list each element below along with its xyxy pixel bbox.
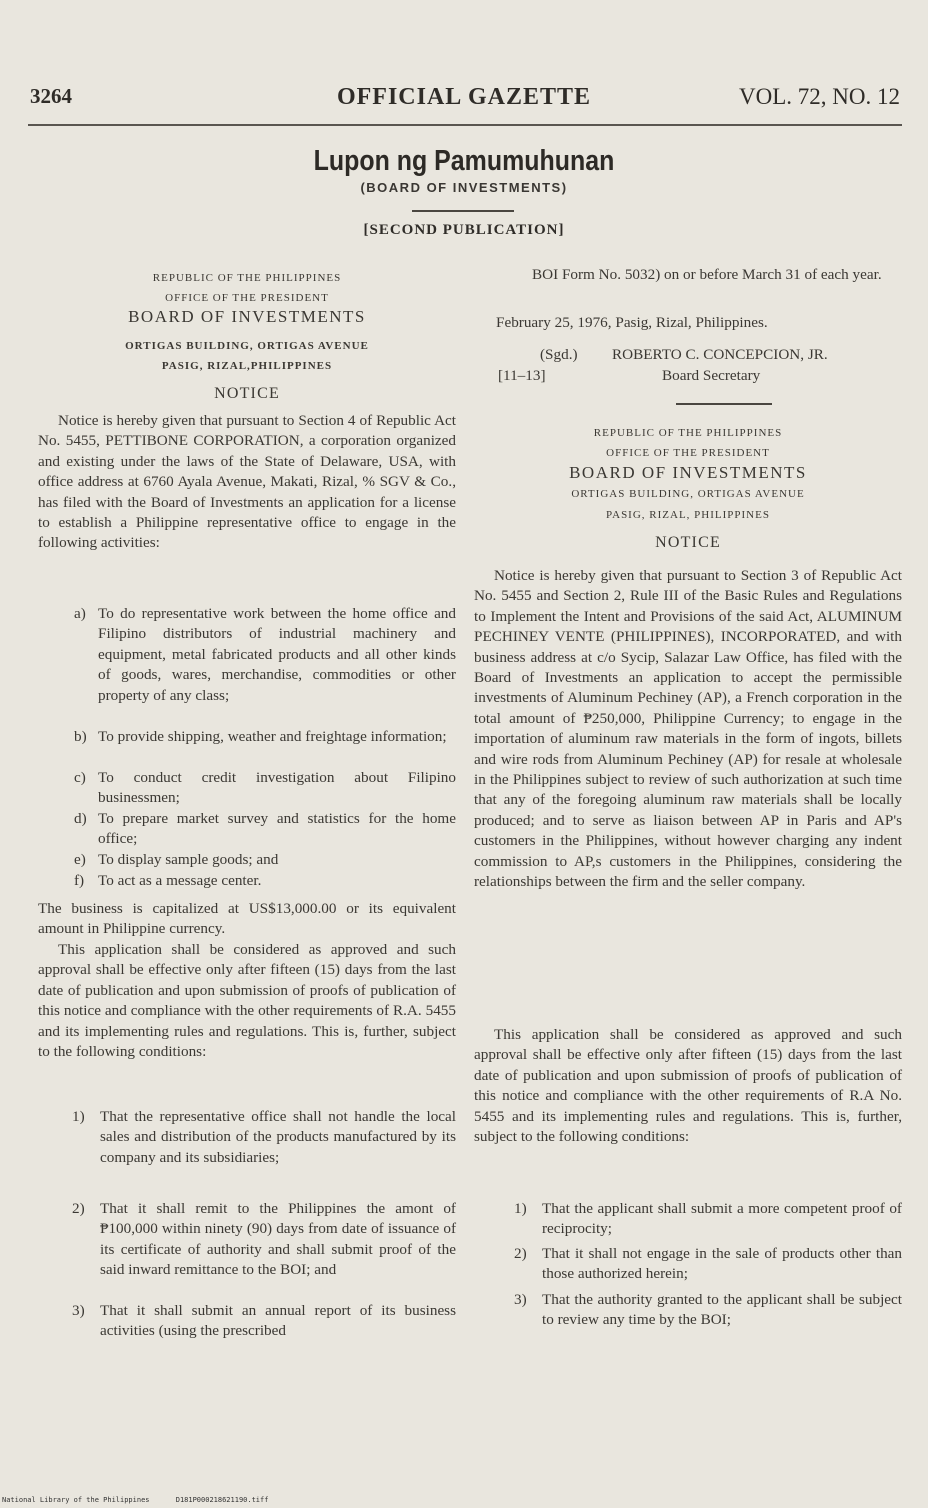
condition-label: 2) (514, 1245, 527, 1262)
notice2-country: REPUBLIC OF THE PHILIPPINES (593, 427, 783, 439)
notice1-date-place: February 25, 1976, Pasig, Rizal, Philippines. (496, 314, 768, 331)
notice2-approval: This application shall be considered as approved and such approval shall be effective only after fifteen (15) days from the last date of publication and upon submission of proofs of publication of this notice and compliance with the other requirements of R.A No. 5455 and its implementing rules and regulations. This is, further, subject to the following conditions: (474, 1026, 902, 1146)
notice2-board: BOARD OF INVESTMENTS (569, 463, 807, 482)
notice2-address-line2: PASIG, RIZAL, PHILIPPINES (606, 509, 770, 521)
footer-file: D181P000218621190.tiff (175, 1496, 269, 1504)
notice1-reference: [11–13] (498, 367, 546, 384)
activity-text: To do representative work between the home office and Filipino distributors of industrial machinery and equipment, metal fabricated products and all other kinds of goods, wares, merchandise, commodities or other property of any class; (98, 605, 456, 704)
publication-title: OFFICIAL GAZETTE (336, 84, 592, 110)
header-divider (28, 124, 902, 126)
activity-text: To act as a message center. (98, 872, 262, 889)
activity-item (74, 727, 456, 747)
condition-label: 3) (72, 1302, 85, 1319)
condition-text: That the applicant shall submit a more competent proof of reciprocity; (542, 1200, 902, 1238)
page-number: 3264 (30, 84, 72, 108)
activity-text: To conduct credit investigation about Filipino businessmen; (98, 769, 456, 807)
condition-item (72, 1199, 456, 1281)
condition-text: That the representative office shall not handle the local sales and distribution of the products manufactured by its company and its subsidiaries; (100, 1108, 456, 1166)
activity-text: To provide shipping, weather and freightage information; (98, 728, 447, 745)
activity-label: a) (74, 605, 86, 622)
condition-label: 1) (72, 1108, 85, 1125)
notice2-office: OFFICE OF THE PRESIDENT (606, 447, 770, 459)
notice2-heading: NOTICE (655, 534, 721, 551)
activity-label: e) (74, 851, 86, 868)
notice1-office: OFFICE OF THE PRESIDENT (165, 292, 329, 304)
notice2-body: Notice is hereby given that pursuant to Section 3 of Republic Act No. 5455 and Section 2, Rule III of the Basic Rules and Regulations to Implement the Intent and Provisions of the said Act, ALUMINUM PECHINEY VENTE (PHILIPPINES), INCORPORATED, and with business address at c/o Sycip, Salazar Law Office, has filed with the Board of Investments an application to accept the permissible investments of Aluminum Pechiney (AP), a French corporation in the total amount of ₱250,000, Philippine Currency; to engage in the importation of aluminum raw materials in the form of ingots, billets and wire rods from Aluminum Pechiney (AP) for resale at wholesale in the Philippines subject to review of such authorization at such time that any of the foregoing aluminum raw materials shall be locally produced; and to serve as liaison between AP in Paris and AP's customers in the Philippines, without however charging any indent commission to AP,s customers in the Philippines, considering the relationships between the firm and the seller company. (474, 567, 902, 891)
activity-text: To prepare market survey and statistics for the home office; (98, 810, 456, 848)
scan-footer (2, 1496, 268, 1504)
publication-label: [SECOND PUBLICATION] (363, 222, 565, 238)
condition-item (514, 1290, 902, 1331)
condition-text: That the authority granted to the applicant shall be subject to review any time by the BOI; (542, 1291, 902, 1329)
masthead-divider (412, 210, 514, 212)
activity-label: f) (74, 872, 85, 889)
footer-source: National Library of the Philippines (2, 1496, 150, 1504)
condition-label: 3) (514, 1291, 527, 1308)
activity-item (74, 768, 456, 809)
activity-item (74, 809, 456, 850)
notice1-address-line1: ORTIGAS BUILDING, ORTIGAS AVENUE (125, 340, 369, 352)
condition-label: 2) (72, 1200, 85, 1217)
condition-item (514, 1199, 902, 1240)
volume-number: VOL. 72, NO. 12 (739, 84, 900, 109)
condition-text: That it shall submit an annual report of its business activities (using the prescribed (100, 1302, 456, 1340)
notice1-continuation: BOI Form No. 5032) on or before March 31 of each year. (532, 266, 882, 283)
section-subtitle: (BOARD OF INVESTMENTS) (360, 180, 568, 195)
activity-label: b) (74, 728, 87, 745)
activity-text: To display sample goods; and (98, 851, 279, 868)
notice-divider (676, 403, 772, 405)
activity-item (74, 871, 456, 891)
notice1-address-line2: PASIG, RIZAL,PHILIPPINES (161, 360, 333, 372)
notice1-approval: This application shall be considered as approved and such approval shall be effective only after fifteen (15) days from the last date of publication and upon submission of proofs of publication of this notice and compliance with the other requirements of R.A. 5455 and its implementing rules and regulations. This is, further, subject to the following conditions: (38, 941, 456, 1061)
condition-text: That it shall not engage in the sale of products other than those authorized herein; (542, 1245, 902, 1283)
condition-text: That it shall remit to the Philippines the amont of ₱100,000 within ninety (90) days from date of issuance of its certificate of authority and shall submit proof of the said inward remittance to the BOI; and (100, 1200, 456, 1279)
condition-item (514, 1244, 902, 1285)
notice1-capital: The business is capitalized at US$13,000.00 or its equivalent amount in Philippine currency. (38, 900, 456, 938)
condition-label: 1) (514, 1200, 527, 1217)
condition-item (72, 1301, 456, 1342)
activity-item (74, 604, 456, 706)
notice1-signatory: ROBERTO C. CONCEPCION, JR. (612, 346, 828, 363)
condition-item (72, 1107, 456, 1168)
section-title: Lupon ng Pamumuhunan (313, 145, 615, 177)
notice1-board: BOARD OF INVESTMENTS (128, 307, 366, 326)
activity-label: d) (74, 810, 87, 827)
notice1-heading: NOTICE (214, 385, 280, 402)
notice1-signed-mark: (Sgd.) (540, 346, 578, 363)
activity-item (74, 850, 456, 870)
activity-label: c) (74, 769, 86, 786)
notice1-signatory-title: Board Secretary (662, 367, 761, 384)
notice1-intro: Notice is hereby given that pursuant to Section 4 of Republic Act No. 5455, PETTIBONE CORPORATION, a corporation organized and existing under the laws of the State of Delaware, USA, with office address at 6760 Ayala Avenue, Makati, Rizal, % SGV & Co., has filed with the Board of Investments an application for a license to establish a Philippine representative office to engage in the following activities: (38, 412, 456, 552)
notice2-address-line1: ORTIGAS BUILDING, ORTIGAS AVENUE (571, 488, 805, 500)
notice1-country: REPUBLIC OF THE PHILIPPINES (152, 272, 342, 284)
